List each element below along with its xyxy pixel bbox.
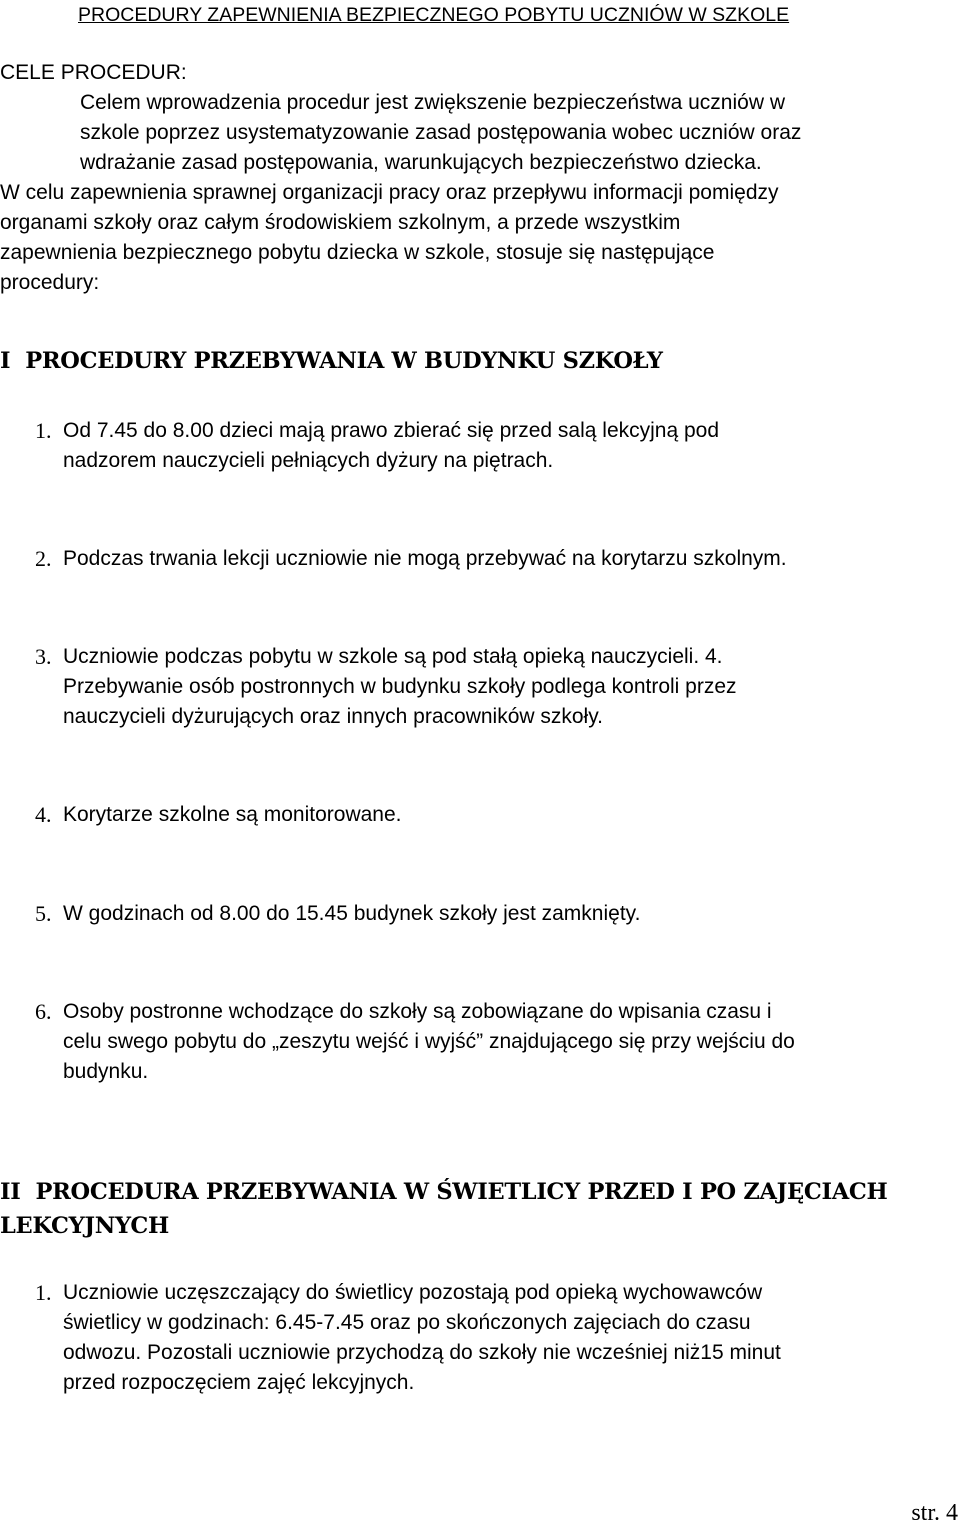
intro-line: W celu zapewnienia sprawnej organizacji pracy oraz przepływu informacji pomiędzy: [0, 181, 779, 204]
goals-line: wdrażanie zasad postępowania, warunkujących bezpieczeństwo dziecka.: [80, 151, 762, 174]
item-line: Uczniowie podczas pobytu w szkole są pod stałą opieką nauczycieli. 4.: [63, 645, 723, 668]
item-number: 5.: [35, 901, 52, 926]
item-line: Uczniowie uczęszczający do świetlicy pozostają pod opieką wychowawców: [63, 1281, 763, 1304]
item-line: celu swego pobytu do „zeszytu wejść i wyjść” znajdującego się przy wejściu do: [63, 1030, 795, 1053]
item-line: Przebywanie osób postronnych w budynku szkoły podlega kontroli przez: [63, 675, 737, 698]
item-line: odwozu. Pozostali uczniowie przychodzą do szkoły nie wcześniej niż15 minut: [63, 1341, 781, 1364]
item-line: przed rozpoczęciem zajęć lekcyjnych.: [63, 1371, 415, 1394]
item-text: [63, 800, 960, 830]
item-number: 1.: [35, 418, 52, 443]
item-text: [63, 642, 960, 732]
page-number: str. 4: [911, 1500, 958, 1526]
item-text: [63, 544, 960, 574]
item-text: [63, 1278, 960, 1398]
intro-line: organami szkoły oraz całym środowiskiem szkolnym, a przede wszystkim: [0, 211, 681, 234]
document-title: PROCEDURY ZAPEWNIENIA BEZPIECZNEGO POBYTU UCZNIÓW W SZKOLE: [78, 4, 790, 26]
goals-paragraph: [80, 88, 960, 178]
section-heading-building: I PROCEDURY PRZEBYWANIA W BUDYNKU SZKOŁY: [0, 348, 663, 374]
item-line: Od 7.45 do 8.00 dzieci mają prawo zbierać się przed salą lekcyjną pod: [63, 419, 720, 442]
goals-line: szkole poprzez usystematyzowanie zasad postępowania wobec uczniów oraz: [80, 121, 802, 144]
item-line: Osoby postronne wchodzące do szkoły są zobowiązane do wpisania czasu i: [63, 1000, 772, 1023]
item-number: 4.: [35, 802, 52, 827]
section-heading-common-room: [0, 1175, 887, 1243]
goals-line: Celem wprowadzenia procedur jest zwiększenie bezpieczeństwa uczniów w: [80, 91, 785, 114]
item-line: Podczas trwania lekcji uczniowie nie mogą przebywać na korytarzu szkolnym.: [63, 547, 787, 570]
item-number: 6.: [35, 999, 52, 1024]
heading-line: LEKCYJNYCH: [0, 1213, 169, 1239]
item-text: [63, 997, 960, 1087]
item-text: [63, 416, 960, 476]
item-number: 3.: [35, 644, 52, 669]
item-number: 2.: [35, 546, 52, 571]
heading-line: II PROCEDURA PRZEBYWANIA W ŚWIETLICY PRZED I PO ZAJĘCIACH: [0, 1179, 888, 1205]
intro-line: zapewnienia bezpiecznego pobytu dziecka w szkole, stosuje się następujące: [0, 241, 715, 264]
item-line: W godzinach od 8.00 do 15.45 budynek szkoły jest zamknięty.: [63, 902, 641, 925]
item-line: budynku.: [63, 1060, 149, 1083]
item-number: 1.: [35, 1280, 52, 1305]
intro-line: procedury:: [0, 271, 100, 294]
item-line: świetlicy w godzinach: 6.45-7.45 oraz po skończonych zajęciach do czasu: [63, 1311, 751, 1334]
item-text: [63, 899, 960, 929]
item-line: Korytarze szkolne są monitorowane.: [63, 803, 402, 826]
goals-label: CELE PROCEDUR:: [0, 61, 187, 84]
item-line: nauczycieli dyżurujących oraz innych pracowników szkoły.: [63, 705, 604, 728]
intro-paragraph: [0, 178, 960, 298]
item-line: nadzorem nauczycieli pełniących dyżury na piętrach.: [63, 449, 554, 472]
